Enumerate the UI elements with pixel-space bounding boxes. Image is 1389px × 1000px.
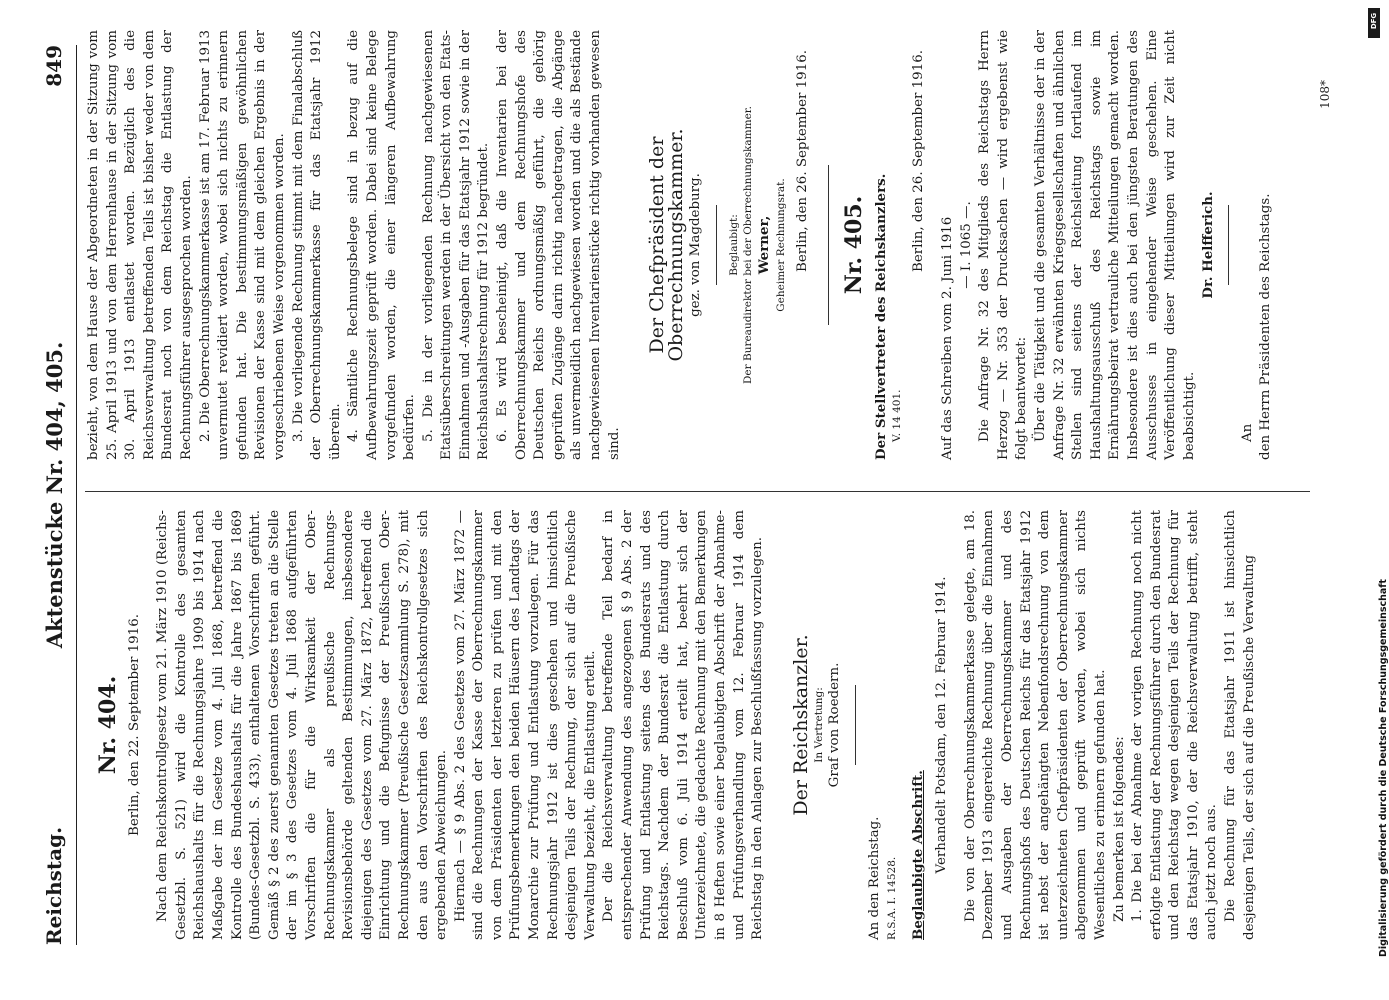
section-rule — [828, 165, 829, 325]
header-title: Aktenstücke Nr. 404, 405. — [42, 341, 67, 649]
header-left: Reichstag. — [42, 826, 66, 945]
paragraph: Die Rechnung für das Etatsjahr 1911 ist hinsichtlich desjenigen Teils, der sich auf die Preußische Verwaltung — [1223, 510, 1257, 940]
column-divider — [85, 491, 1310, 492]
bureau-line: Der Bureaudirektor bei der Oberrechnungskammer. — [742, 106, 754, 385]
dfg-logo-text: DFG — [1370, 12, 1378, 30]
to-label: An — [1239, 423, 1255, 442]
helfferich-signature: Dr. Helfferich. — [1200, 191, 1217, 299]
page-number: 849 — [42, 45, 66, 87]
paragraph: Der die Reichsverwaltung betreffende Teil bedarf in entsprechender Anwendung des angezogenen § 9 Abs. 2 der Prüfung und Entlastung seitens des Bundesrats und des Reichstags. Nachdem der Bundesrat die Entlastung durch Beschluß vom 6. Juli 1914 erteilt hat, beehrt sich der Unterzeichnete, die gedachte Rechnung mit den Bemerkungen in 8 Heften sowie einer beglaubigten Abschrift der Abnahme- und Prüfungsverhandlung vom 12. Februar 1914 dem Reichstag in den Anlagen zur Beschlußfassung vorzulegen. — [601, 510, 766, 940]
deputy-line: In Vertretung: — [813, 687, 826, 763]
werner-signature: Werner, — [756, 215, 772, 275]
reference-405: V. 14 401. — [891, 389, 904, 442]
digitization-text: Digitalisierung gefördert durch die Deutsche Forschungsgemeinschaft — [1378, 579, 1389, 957]
signer-title: Der Reichskanzler. — [789, 634, 812, 816]
paragraph: bezieht, von dem Hause der Abgeordneten in der Sitzung vom 25. April 1913 und von dem Herrenhause in der Sitzung vom 30. April 1913 entlastet worden. Bezüglich des die Reichsverwaltung betreffenden Teils ist bisher weder von dem Bundesrat noch von dem Reichstag die Entlastung der Rechnungsführer ausgesprochen worden. — [86, 30, 194, 460]
paragraph: 6. Es wird bescheinigt, daß die Inventarien bei der Oberrechnungskammer und dem Rechnungshofe des Deutschen Reichs ordnungsmäßig geführt, die gehörig geprüften Zugänge darin richtig nachgetragen, die Abgänge als unvermeidlich nachgewiesen worden und die als Bestände nachgewiesenen Inventarienstücke richtig vorhanden gewesen sind. — [495, 30, 622, 460]
date-405: Berlin, den 26. September 1916. — [911, 50, 927, 272]
doc-number-404: Nr. 404. — [95, 675, 121, 775]
date-right: Berlin, den 26. September 1916. — [794, 50, 810, 272]
date-404: Berlin, den 22. September 1916. — [126, 614, 142, 836]
chief-title: Der Chefpräsident der Oberrechnungskammer. — [646, 128, 687, 362]
to-line: den Herrn Präsidenten des Reichstags. — [1258, 193, 1274, 460]
dfg-logo — [1368, 8, 1380, 38]
left-column — [85, 510, 1259, 940]
doc-number-405: Nr. 405. — [841, 195, 868, 295]
paragraph: Die von der Oberrechnungskammerkasse gelegte, am 18. Dezember 1913 eingereichte Rechnung über die Einnahmen und Ausgaben der Oberrechnungskammer und des Rechnungshofs des Deutschen Reichs für das Etatsjahr 1912 ist nebst der angehängten Nebenfondsrechnung von dem unterzeichneten Chefpräsidenten der Oberrechnungskammer abgenommen und geprüft worden, wobei sich nichts Wesentliches zu erinnern gefunden hat. — [962, 510, 1108, 940]
chief-signature: gez. von Magdeburg. — [688, 173, 704, 317]
paragraph: 1. Die bei der Abnahme der vorigen Rechnung noch nicht erfolgte Entlastung der Rechnungsführer durch den Bundesrat und den Reichstag wegen desjenigen Teils der Rechnung für das Etatsjahr 1910, der die Reichsverwaltung betrifft, steht auch jetzt noch aus. — [1130, 510, 1220, 940]
reference-number: R.S.A. I. 14528. — [885, 856, 898, 940]
paragraph: Nach dem Reichskontrollgesetz vom 21. März 1910 (Reichs-Gesetzbl. S. 521) wird die Kontrolle des gesamten Reichshaushalts für die Rechnungsjahre 1909 bis 1914 nach Maßgabe der im Gesetze vom 4. Juli 1868, betreffend die Kontrolle des Bundeshaushalts für die Jahre 1867 bis 1869 (Bundes-Gesetzbl. S. 433), enthaltenen Vorschriften geführt. Gemäß § 2 des zuerst genannten Gesetzes treten an die Stelle der im § 3 des Gesetzes vom 4. Juli 1868 aufgeführten Vorschriften die für die Wirksamkeit der Ober-Rechnungskammer als preußische Rechnungs-Revisionsbehörde geltenden Bestimmungen, insbesondere diejenigen des Gesetzes vom 27. März 1872, betreffend die Einrichtung und die Befugnisse der Preußischen Ober-Rechnungskammer (Preußische Gesetzsammlung S. 278), mit den aus den Vorschriften des Reichskontrollgesetzes sich ergebenden Abweichungen. — [155, 510, 450, 940]
right-column — [85, 30, 1276, 460]
digitization-note — [1362, 12, 1389, 980]
short-rule — [1228, 205, 1229, 285]
addressee: An den Reichstag. — [866, 816, 882, 940]
paragraph: Die Anfrage Nr. 32 des Mitglieds des Reichstags Herrn Herzog — Nr. 353 der Drucksachen — wird ergebenst wie folgt beantwortet: — [977, 30, 1030, 460]
copy-heading: Beglaubigte Abschrift. — [909, 770, 926, 940]
paragraph: 5. Die in der vorliegenden Rechnung nachgewiesenen Etatsüberschreitungen werden in der Übersicht von den Etats-Einnahmen und -Ausgaben für das Etatsjahr 1912 sowie in der Reichshaushaltsrechnung für 1912 begründet. — [420, 30, 492, 460]
running-header — [42, 45, 72, 945]
paragraph: 3. Die vorliegende Rechnung stimmt mit dem Finalabschluß der Oberrechnungskammerkasse für das Etatsjahr 1912 überein. — [290, 30, 343, 460]
certified-label: Beglaubigt: — [728, 214, 740, 276]
letter-reference: Auf das Schreiben vom 2. Juni 1916 — [939, 216, 955, 460]
paragraph: Über die Tätigkeit und die gesamten Verhältnisse der in der Anfrage Nr. 32 erwähnten Kriegsgesellschaften und ähnlichen Stellen sind seitens der Reichsleitung fortlaufend im Haushaltungsausschuß des Reichstags sowie im Ernährungsbeirat vertrauliche Mitteilungen gemacht worden. Insbesondere ist dies auch bei den jüngsten Beratungen des Ausschusses in eingehender Weise geschehen. Eine Veröffentlichung dieser Mitteilungen wird zur Zeit nicht beabsichtigt. — [1032, 30, 1197, 460]
paragraph: 2. Die Oberrechnungskammerkasse ist am 17. Februar 1913 unvermutet revidiert worden, wobei sich nichts zu erinnern gefunden hat. Die bestimmungsmäßigen gewöhnlichen Revisionen der Kasse sind mit dem gleichen Ergebnis in der vorgeschriebenen Weise vorgenommen worden. — [197, 30, 287, 460]
werner-title: Geheimer Rechnungsrat. — [774, 178, 787, 312]
letter-number: — I. 1065 —. — [958, 201, 974, 289]
paragraph: 4. Sämtliche Rechnungsbelege sind in bezug auf die Aufbewahrungszeit geprüft worden. Dabei sind keine Belege vorgefunden worden, die einer längeren Aufbewahrung bedürfen. — [346, 30, 418, 460]
deputy-title-405: Der Stellvertreter des Reichskanzlers. — [872, 173, 889, 460]
header-rule — [76, 45, 77, 945]
paragraph: Hiernach — § 9 Abs. 2 des Gesetzes vom 27. März 1872 — sind die Rechnungen der Kasse der Oberrechnungskammer von dem Präsidenten der letzteren zu prüfen und mit den Prüfungsbemerkungen den beiden Häusern des Landtags der Monarchie zur Prüfung und Entlastung vorzulegen. Für das Rechnungsjahr 1912 ist dies geschehen und hinsichtlich desjenigen Teils der Rechnung, der sich auf die Preußische Verwaltung bezieht, die Entlastung erteilt. — [452, 510, 598, 940]
signature: Graf von Roedern. — [827, 662, 843, 788]
short-rule — [855, 685, 856, 765]
footnote-marker: 108* — [1318, 80, 1332, 109]
copy-date: Verhandelt Potsdam, den 12. Februar 1914. — [934, 576, 950, 874]
short-rule — [716, 205, 717, 285]
paragraph: Zu bemerken ist folgendes: — [1111, 736, 1127, 922]
